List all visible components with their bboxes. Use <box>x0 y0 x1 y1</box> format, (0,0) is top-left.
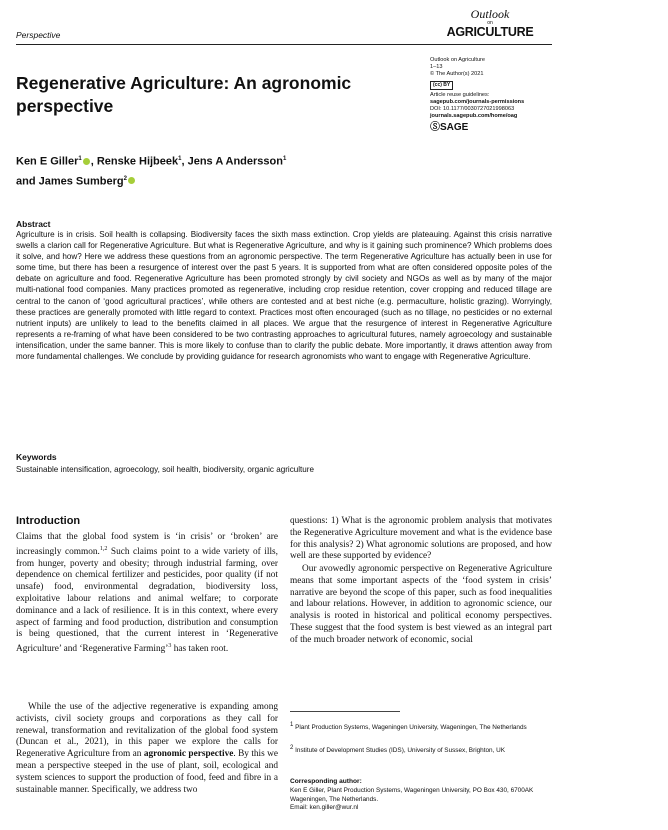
corresponding-author-heading: Corresponding author: <box>290 778 362 785</box>
footnote-text: Institute of Development Studies (IDS), University of Sussex, Brighton, UK <box>295 747 506 755</box>
author-affil: 1 <box>282 156 287 162</box>
corresponding-author-email[interactable]: Email: ken.giller@wur.nl <box>290 804 359 812</box>
keywords-text: Sustainable intensification, agroecology, soil health, biodiversity, organic agriculture <box>16 465 314 474</box>
introduction-heading: Introduction <box>16 515 81 527</box>
keywords-heading: Keywords <box>16 452 57 462</box>
intro-paragraph-4 <box>290 564 552 647</box>
logo-outlook-text: Outlook <box>470 7 510 21</box>
section-label: Perspective <box>16 30 61 40</box>
header-rule <box>16 44 552 45</box>
author-affil: 1 <box>178 156 182 162</box>
author-name: Ken E Giller <box>16 155 79 168</box>
footnote-affiliation-2 <box>290 744 552 756</box>
intro-paragraph-2 <box>16 702 278 796</box>
article-meta <box>430 57 570 134</box>
author-name: , Renske Hijbeek <box>90 155 179 168</box>
paragraph-text: has taken root. <box>171 644 229 655</box>
footnote-number: 2 <box>290 745 294 751</box>
corresponding-author-info <box>290 787 552 813</box>
meta-copyright: © The Author(s) 2021 <box>430 71 484 78</box>
abstract-heading: Abstract <box>16 219 51 229</box>
cc-license-icon[interactable]: (cc) BY <box>430 81 453 90</box>
meta-journal: Outlook on Agriculture <box>430 57 486 63</box>
citation-ref[interactable]: 1,2 <box>99 545 108 552</box>
author-name: and James Sumberg <box>16 175 124 188</box>
orcid-icon[interactable] <box>128 177 135 184</box>
emphasis-text: agronomic perspective <box>143 749 234 760</box>
meta-journal-link[interactable]: journals.sagepub.com/home/oag <box>430 113 518 120</box>
paragraph-text: questions: 1) What is the agronomic problem analysis that motivates the Regenerative Agriculture movement and what is the evidence base for this analysis? 2) What agronomic solutions are proposed, and how well are these supported by evidence? <box>290 516 552 562</box>
orcid-icon[interactable] <box>83 158 90 165</box>
footnote-affiliation-1 <box>290 721 552 733</box>
paragraph-text: While the use of the adjective regenerative is expanding among activists, civil society groups and corporations as they call for renewal, transformation and revitalization of the global food system (Duncan et al., 2021), in this paper we explore the calls for Regenerative Agriculture from an <box>16 702 278 760</box>
citation-ref[interactable]: 3 <box>168 643 172 650</box>
corresponding-author-address: Ken E Giller, Plant Production Systems, Wageningen University, PO Box 430, 6700AK Wageningen, The Netherlands. <box>290 787 534 803</box>
logo-on-text: on <box>487 20 493 26</box>
paragraph-text: Claims that the global food system is ‘in crisis’ or ‘broken’ are increasingly common. <box>16 532 278 557</box>
article-title: Regenerative Agriculture: An agronomic perspective <box>16 73 352 116</box>
paragraph-text: Our avowedly agronomic perspective on Regenerative Agriculture means that some important aspects of the ‘food system in crisis’ narrative are beyond the scope of this paper, such as food inequalities and labour relations. However, in addition to agronomic science, our analysis is rooted in historical and political economy perspectives. These suggest that the food system is best viewed as an integral part of the much broader network of economic, social <box>290 564 552 645</box>
meta-reuse-link[interactable]: sagepub.com/journals-permissions <box>430 98 525 105</box>
paragraph-text: Such claims point to a wide variety of ills, from hunger, poverty and obesity; through industrial farming, over dependence on chemical fertilizer and pesticides, poor quality (if not unsafe) food, environmental degradation, biodiversity loss, exploitative labour relations and animal welfare; to corporate dominance and a lack of resilience. It is in this context, where every aspect of farming and food production, distribution and consumption is being questioned, that the current interest in ‘Regenerative Agriculture’ and ‘Regenerative Farming’ <box>16 546 278 655</box>
author-list <box>16 151 396 190</box>
sage-text: SAGE <box>440 122 469 134</box>
sage-icon: Ⓢ <box>430 122 440 134</box>
meta-doi[interactable]: DOI: 10.1177/0030727021998063 <box>430 106 515 113</box>
meta-pages: 1–13 <box>430 64 443 71</box>
footnote-rule <box>290 711 400 712</box>
footnote-text: Plant Production Systems, Wageningen University, Wageningen, The Netherlands <box>295 724 527 732</box>
intro-paragraph-1 <box>16 532 278 656</box>
paragraph-text: . By this we mean a perspective steeped in the use of plant, soil, ecological and system sciences to support the production of food, feed and fibre in a sustainable manner. Specifically, we address two <box>16 749 278 795</box>
logo-agriculture-text: AGRICULTURE <box>446 25 534 39</box>
intro-paragraph-3 <box>290 516 552 563</box>
sage-logo <box>430 122 570 134</box>
meta-reuse-label: Article reuse guidelines: <box>430 91 490 98</box>
author-affil: 1 <box>78 156 82 162</box>
footnote-number: 1 <box>290 722 294 728</box>
author-name: , Jens A Andersson <box>181 155 283 168</box>
author-affil: 2 <box>123 175 127 182</box>
journal-logo <box>430 8 550 39</box>
abstract-text: Agriculture is in crisis. Soil health is collapsing. Biodiversity faces the sixth mass extinction. Crop yields are plateauing. Against this crisis narrative swells a clarion call for Regenerative Agriculture. But what is Regenerative Agriculture, and why is it gaining such prominence? Which problems does it solve, and how? Here we address these questions from an agronomic perspective. The term Regenerative Agriculture has actually been in use for some time, but there has been a resurgence of interest over the past 5 years. It is supported from what are often considered opposite poles of the debate on agriculture and food. Regenerative Agriculture has been promoted strongly by civil society and NGOs as well as by many of the major multi-national food companies. Many practices promoted as regenerative, including crop residue retention, cover cropping and reduced tillage are central to the canon of ‘good agricultural practices’, while others are contested and at best niche (e.g. permaculture, holistic grazing). Worryingly, these practices are generally promoted with little regard to context. Practices most often encouraged (such as no tillage, no pesticides or no external nutrient inputs) are unlikely to lead to the benefits claimed in all places. We argue that the resurgence of interest in Regenerative Agriculture represents a re-framing of what have been considered to be two contrasting approaches to agricultural futures, namely agroecology and sustainable intensification, under the same banner. This is more likely to confuse than to clarify the public debate. More importantly, it draws attention away from more fundamental challenges. We conclude by providing guidance for research agronomists who want to engage with Regenerative Agriculture. <box>16 230 552 362</box>
